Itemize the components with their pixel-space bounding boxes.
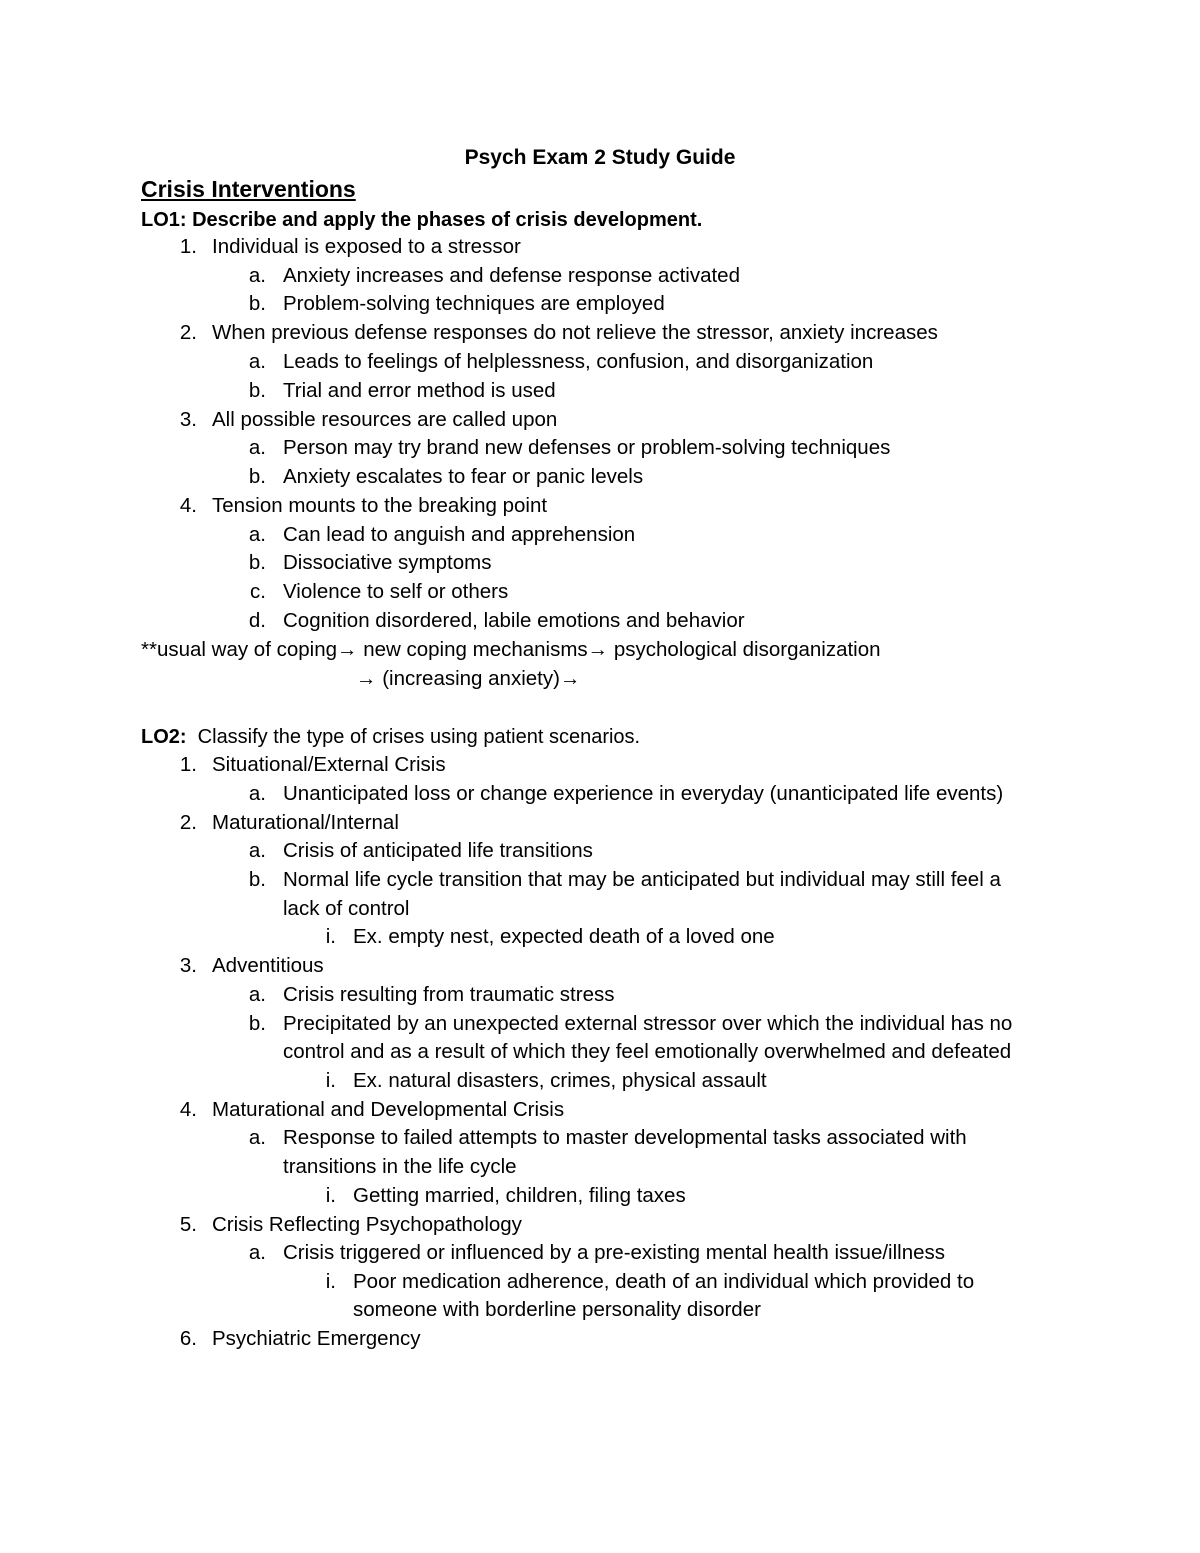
list-text: Problem-solving techniques are employed bbox=[283, 292, 665, 315]
list-text: control and as a result of which they feel emotionally overwhelmed and defeated bbox=[283, 1040, 1012, 1063]
list-marker: 1. bbox=[179, 753, 197, 776]
list-marker: 3. bbox=[179, 408, 197, 431]
list-text: Poor medication adherence, death of an individual which provided to bbox=[353, 1270, 975, 1293]
list-marker: i. bbox=[325, 1184, 336, 1207]
list-text: Precipitated by an unexpected external stressor over which the individual has no bbox=[283, 1012, 1013, 1035]
coping-note: **usual way of coping→ new coping mechanisms→ psychological disorganization bbox=[141, 638, 881, 661]
list-text: Tension mounts to the breaking point bbox=[212, 494, 548, 517]
list-text: When previous defense responses do not relieve the stressor, anxiety increases bbox=[212, 321, 938, 344]
list-marker: a. bbox=[248, 1241, 266, 1264]
list-text: transitions in the life cycle bbox=[283, 1155, 517, 1178]
list-marker: i. bbox=[325, 925, 336, 948]
list-marker: b. bbox=[248, 292, 266, 315]
list-text: Adventitious bbox=[212, 954, 324, 977]
list-marker: 4. bbox=[179, 494, 197, 517]
lo2-objective bbox=[141, 723, 640, 751]
list-text: Person may try brand new defenses or problem-solving techniques bbox=[283, 436, 891, 459]
list-marker: a. bbox=[248, 983, 266, 1006]
lo2-label: LO2: bbox=[141, 726, 187, 748]
list-text: Leads to feelings of helplessness, confusion, and disorganization bbox=[283, 350, 874, 373]
list-text: Cognition disordered, labile emotions and behavior bbox=[283, 609, 745, 632]
list-text: Maturational/Internal bbox=[212, 811, 399, 834]
list-text: Trial and error method is used bbox=[283, 379, 556, 402]
list-marker: 5. bbox=[179, 1213, 197, 1236]
list-marker: b. bbox=[248, 551, 266, 574]
list-marker: a. bbox=[248, 782, 266, 805]
list-marker: b. bbox=[248, 868, 266, 891]
list-text: Individual is exposed to a stressor bbox=[212, 235, 521, 258]
list-marker: 1. bbox=[179, 235, 197, 258]
list-text: Unanticipated loss or change experience in everyday (unanticipated life events) bbox=[283, 782, 1004, 805]
lo1-objective: LO1: Describe and apply the phases of crisis development. bbox=[141, 209, 703, 231]
list-text: Crisis triggered or influenced by a pre-existing mental health issue/illness bbox=[283, 1241, 946, 1264]
list-marker: 2. bbox=[179, 321, 197, 344]
list-text: Violence to self or others bbox=[283, 580, 509, 603]
list-marker: c. bbox=[250, 580, 266, 603]
list-marker: a. bbox=[248, 436, 266, 459]
list-marker: i. bbox=[325, 1270, 336, 1293]
list-text: someone with borderline personality disorder bbox=[353, 1298, 761, 1321]
list-text: Ex. natural disasters, crimes, physical assault bbox=[353, 1069, 767, 1092]
list-text: Crisis Reflecting Psychopathology bbox=[212, 1213, 522, 1236]
list-text: All possible resources are called upon bbox=[212, 408, 558, 431]
coping-note-continued: → (increasing anxiety)→ bbox=[356, 667, 581, 690]
list-text: Situational/External Crisis bbox=[212, 753, 446, 776]
lo2-text: Classify the type of crises using patient scenarios. bbox=[186, 726, 641, 748]
list-marker: 6. bbox=[179, 1327, 197, 1350]
document-title: Psych Exam 2 Study Guide bbox=[464, 146, 736, 169]
list-text: Anxiety escalates to fear or panic levels bbox=[283, 465, 644, 488]
list-marker: d. bbox=[248, 609, 266, 632]
list-marker: 4. bbox=[179, 1098, 197, 1121]
list-text: Can lead to anguish and apprehension bbox=[283, 523, 636, 546]
list-text: lack of control bbox=[283, 897, 410, 920]
list-text: Maturational and Developmental Crisis bbox=[212, 1098, 565, 1121]
section-heading: Crisis Interventions bbox=[141, 176, 356, 202]
list-marker: a. bbox=[248, 523, 266, 546]
list-marker: a. bbox=[248, 1126, 266, 1149]
list-marker: a. bbox=[248, 350, 266, 373]
list-marker: b. bbox=[248, 379, 266, 402]
list-text: Crisis resulting from traumatic stress bbox=[283, 983, 615, 1006]
list-text: Normal life cycle transition that may be anticipated but individual may still feel a bbox=[283, 868, 1001, 891]
list-marker: a. bbox=[248, 839, 266, 862]
list-marker: 3. bbox=[179, 954, 197, 977]
list-marker: b. bbox=[248, 465, 266, 488]
list-text: Ex. empty nest, expected death of a loved one bbox=[353, 925, 775, 948]
list-text: Dissociative symptoms bbox=[283, 551, 492, 574]
list-marker: a. bbox=[248, 264, 266, 287]
list-text: Getting married, children, filing taxes bbox=[353, 1184, 686, 1207]
list-text: Crisis of anticipated life transitions bbox=[283, 839, 593, 862]
list-text: Anxiety increases and defense response activated bbox=[283, 264, 740, 287]
list-marker: i. bbox=[325, 1069, 336, 1092]
list-text: Response to failed attempts to master developmental tasks associated with bbox=[283, 1126, 967, 1149]
list-marker: b. bbox=[248, 1012, 266, 1035]
list-text: Psychiatric Emergency bbox=[212, 1327, 421, 1350]
list-marker: 2. bbox=[179, 811, 197, 834]
